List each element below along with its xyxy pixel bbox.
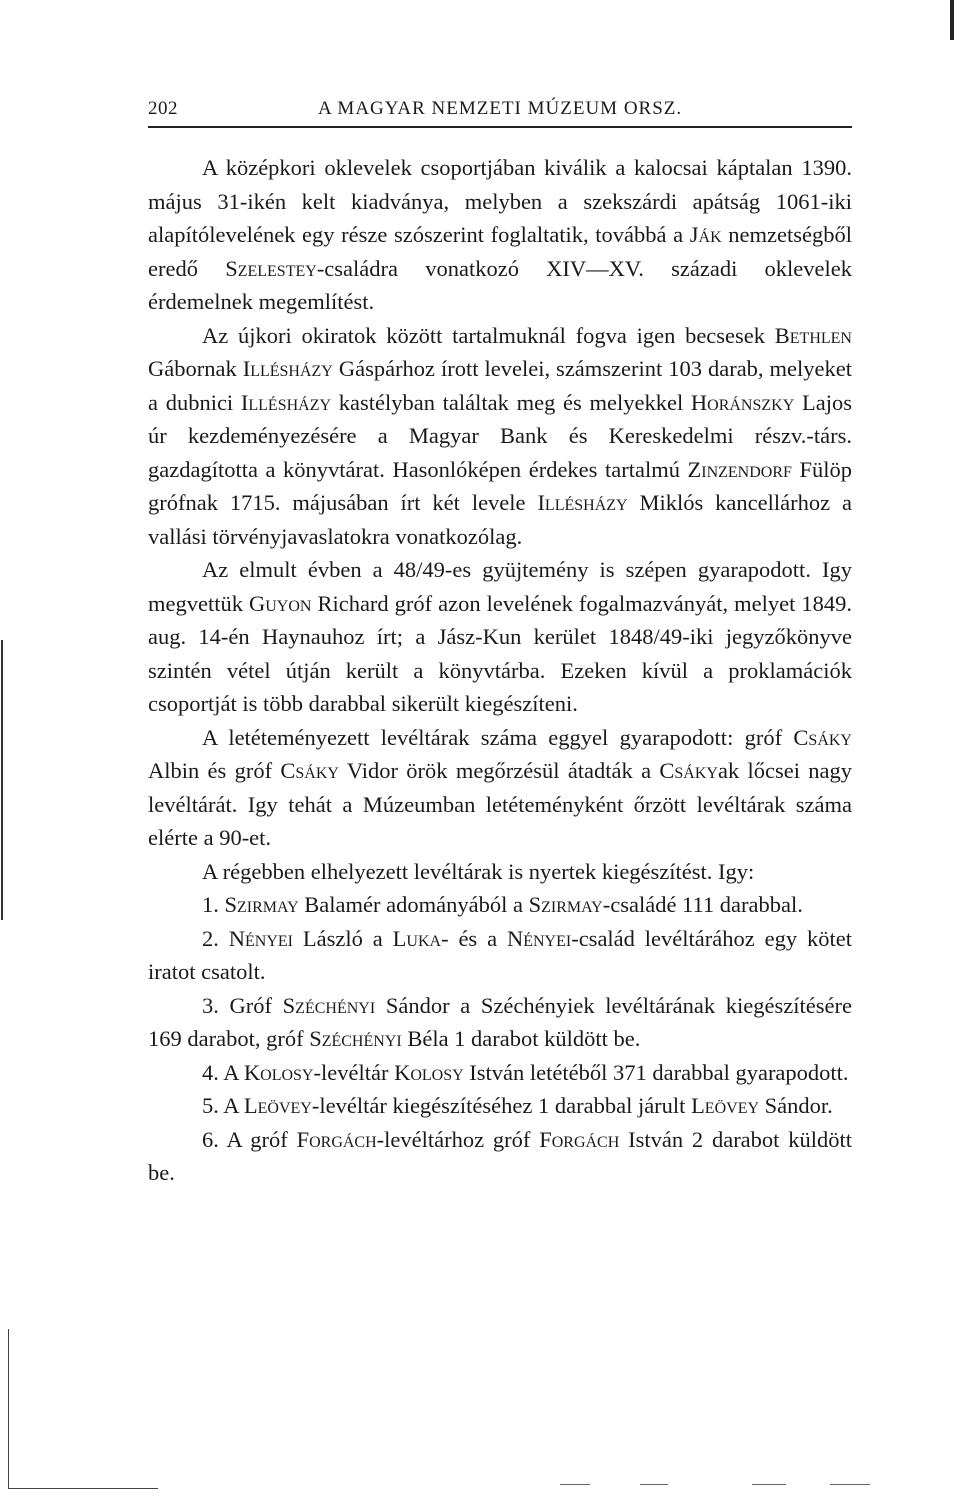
list-item: 3. Gróf Széchényi Sándor a Széchényiek levéltárának kiegészítésére 169 darabot, gróf Széchényi Béla 1 darabot küldött be. [148, 992, 852, 1051]
family-name: Luka [392, 925, 442, 951]
family-name: Leövey [691, 1093, 760, 1118]
family-name: Szirmay [224, 892, 299, 917]
scan-dash [560, 1484, 590, 1485]
paragraph: A letéteményezett levéltárak száma eggyel gyarapodott: gróf Csáky Albin és gróf Csáky Vidor örök megőrzésül átadták a Csákyak lőcsei nagy levéltárát. Igy tehát a Múzeumban letéteményként őrzött levéltárak száma elérte a 90-et. [148, 724, 852, 850]
family-name: Guyon [248, 590, 312, 616]
running-head: A MAGYAR NEMZETI MÚZEUM ORSZ. [318, 98, 683, 119]
scan-frame-line [8, 1329, 9, 1489]
family-name: Nényei [228, 925, 293, 951]
family-name: Kolosy [243, 1059, 314, 1085]
paragraph: Az újkori okiratok között tartalmuknál fogva igen becsesek Bethlen Gábornak Illésházy Gáspárhoz írott levelei, számszerint 103 darab, melyeket a dubnici Illésházy kastélyban találtak meg és melyekkel Horánszky Lajos úr kezdeményezésére a Magyar Bank és Kereskedelmi részv.-társ. gazdagította a könyvtárat. Hasonlóképen érdekes tartalmú Zinzendorf Fülöp grófnak 1715. májusában írt két levele Illésházy Miklós kancellárhoz a vallási törvényjavaslatokra vonatkozólag. [148, 322, 852, 549]
page-number: 202 [148, 98, 178, 119]
paragraph: A régebben elhelyezett levéltárak is nyertek kiegészítést. Igy: [202, 858, 755, 884]
family-name: Széchényi [282, 992, 376, 1018]
paragraph: Az elmult évben a 48/49-es gyüjtemény is szépen gyarapodott. Igy megvettük Guyon Richard gróf azon levelének fogalmazványát, melyet 1849. aug. 14-én Haynauhoz írt; a Jász-Kun kerület 1848/49-iki jegyzőkönyve szintén vétel útján került a könyvtárba. Ezeken kívül a proklamációk csoportját is több darabbal sikerült kiegészíteni. [148, 557, 852, 716]
family-name: Bethlen [774, 322, 852, 348]
paragraph: A középkori oklevelek csoportjában kiválik a kalocsai káptalan 1390. május 31-ikén kelt kiadványa, melyben a szekszárdi apátság 1061-iki alapítólevelének egy része szószerint foglaltatik, továbbá a Ják nemzetségből eredő Szelestey-családra vonatkozó XIV—XV. századi oklevelek érdemelnek megemlítést. [148, 155, 853, 314]
body-text [148, 151, 852, 1190]
family-name: Nényei [506, 925, 572, 951]
family-name: Csáky [280, 758, 339, 783]
family-name: Ják [689, 222, 722, 247]
family-name: Leövey [243, 1093, 312, 1118]
list-item: 4. A Kolosy-levéltár Kolosy István letétéből 371 darabbal gyarapodott. [202, 1059, 849, 1085]
scan-frame-line [8, 1488, 158, 1489]
scan-edge-mark [950, 0, 954, 40]
family-name: Csáky [793, 724, 852, 750]
family-name: Illésházy [242, 356, 333, 381]
scan-dash [640, 1484, 668, 1485]
list-item: 2. Nényei László a Luka- és a Nényei-család levéltárához egy kötet iratot csatolt. [148, 925, 852, 984]
list-item: 5. A Leövey-levéltár kiegészítéséhez 1 darabbal járult Leövey Sándor. [202, 1093, 833, 1118]
family-name: Forgách [296, 1126, 377, 1152]
family-name: Illésházy [240, 389, 332, 415]
family-name: Csáky [659, 758, 718, 783]
family-name: Forgách [539, 1126, 620, 1152]
family-name: Kolosy [394, 1059, 464, 1085]
family-name: Horánszky [690, 389, 795, 415]
family-name: Illésházy [537, 490, 628, 515]
list-item: 1. Szirmay Balamér adományából a Szirmay-családé 111 darabbal. [202, 892, 803, 917]
family-name: Szelestey [225, 255, 317, 281]
scan-edge-line [1, 640, 3, 920]
family-name: Széchényi [309, 1026, 402, 1051]
scan-dash [830, 1484, 870, 1485]
scan-dash [752, 1484, 786, 1485]
family-name: Zinzendorf [687, 456, 792, 482]
family-name: Szirmay [528, 892, 603, 917]
page-header [148, 96, 852, 128]
list-item: 6. A gróf Forgách-levéltárhoz gróf Forgách István 2 darabot küldött be. [148, 1126, 852, 1185]
